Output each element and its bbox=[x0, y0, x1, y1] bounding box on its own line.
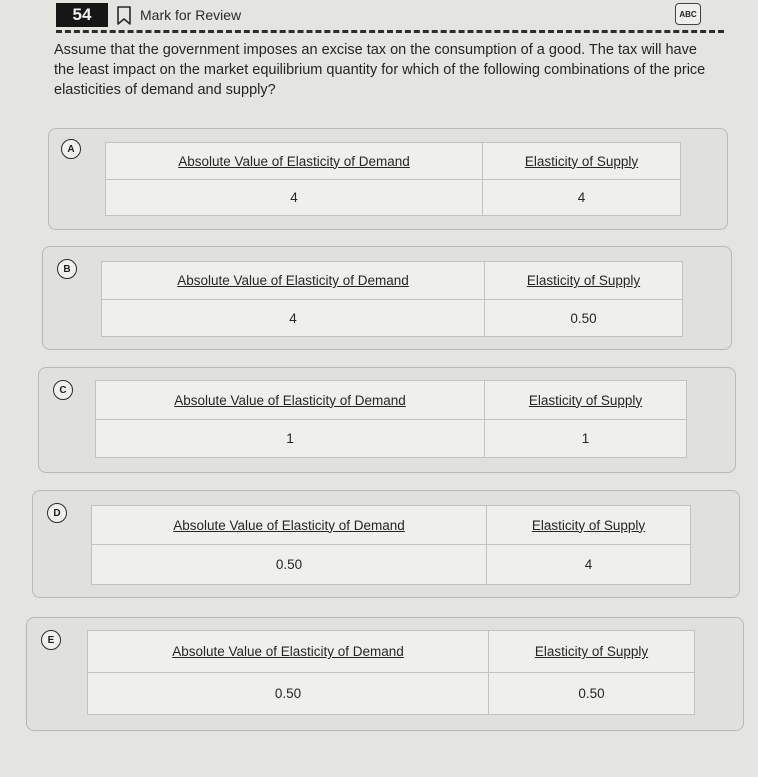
supply-value: 4 bbox=[483, 180, 681, 216]
question-header bbox=[0, 0, 758, 30]
answer-option-a[interactable] bbox=[48, 128, 728, 230]
demand-value: 1 bbox=[96, 420, 485, 458]
demand-value: 4 bbox=[102, 300, 485, 337]
demand-value: 0.50 bbox=[88, 673, 489, 715]
demand-header: Absolute Value of Elasticity of Demand bbox=[106, 143, 483, 180]
answer-option-b[interactable] bbox=[42, 246, 732, 350]
demand-header: Absolute Value of Elasticity of Demand bbox=[92, 506, 487, 545]
bookmark-icon[interactable] bbox=[116, 6, 132, 26]
mark-for-review-button[interactable]: Mark for Review bbox=[140, 7, 242, 23]
demand-header: Absolute Value of Elasticity of Demand bbox=[102, 262, 485, 300]
supply-value: 4 bbox=[487, 545, 691, 585]
header-divider bbox=[56, 30, 724, 33]
supply-value: 1 bbox=[485, 420, 687, 458]
option-a-table bbox=[105, 142, 681, 216]
supply-header: Elasticity of Supply bbox=[485, 262, 683, 300]
option-letter-b: B bbox=[57, 259, 77, 279]
supply-header: Elasticity of Supply bbox=[487, 506, 691, 545]
answer-option-c[interactable] bbox=[38, 367, 736, 473]
option-letter-d: D bbox=[47, 503, 67, 523]
demand-value: 0.50 bbox=[92, 545, 487, 585]
question-number: 54 bbox=[56, 3, 108, 27]
answer-option-d[interactable] bbox=[32, 490, 740, 598]
demand-header: Absolute Value of Elasticity of Demand bbox=[88, 631, 489, 673]
supply-value: 0.50 bbox=[489, 673, 695, 715]
demand-value: 4 bbox=[106, 180, 483, 216]
answer-option-e[interactable] bbox=[26, 617, 744, 731]
supply-header: Elasticity of Supply bbox=[483, 143, 681, 180]
question-text: Assume that the government imposes an excise tax on the consumption of a good. The tax will have the least impact on the market equilibrium quantity for which of the following combinations of the price elasticities of demand and supply? bbox=[54, 42, 706, 98]
option-e-table bbox=[87, 630, 695, 715]
option-b-table bbox=[101, 261, 683, 337]
abc-eliminator-button[interactable]: ABC bbox=[675, 3, 701, 25]
option-letter-a: A bbox=[61, 139, 81, 159]
option-d-table bbox=[91, 505, 691, 585]
option-letter-c: C bbox=[53, 380, 73, 400]
supply-header: Elasticity of Supply bbox=[485, 381, 687, 420]
option-letter-e: E bbox=[41, 630, 61, 650]
option-c-table bbox=[95, 380, 687, 458]
demand-header: Absolute Value of Elasticity of Demand bbox=[96, 381, 485, 420]
supply-header: Elasticity of Supply bbox=[489, 631, 695, 673]
supply-value: 0.50 bbox=[485, 300, 683, 337]
